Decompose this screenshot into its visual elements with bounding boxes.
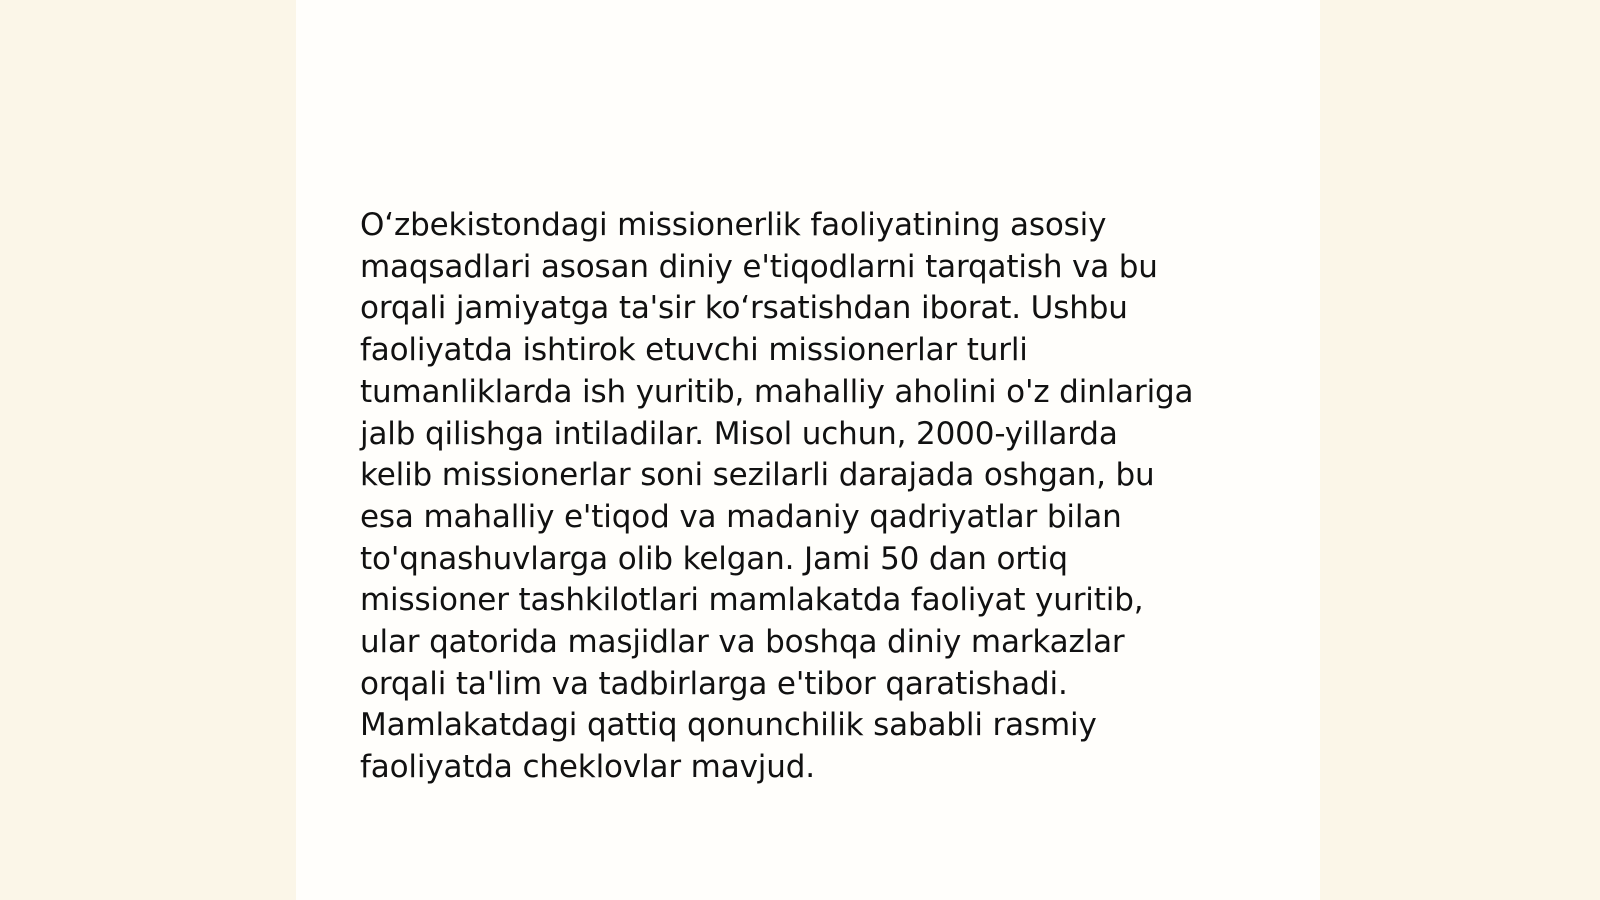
paragraph-line-9: to'qnashuvlarga olib kelgan. Jami 50 dan ortiq	[360, 540, 1068, 577]
paragraph-line-10: missioner tashkilotlari mamlakatda faoliyat yuritib,	[360, 582, 1144, 619]
paragraph-line-14: faoliyatda cheklovlar mavjud.	[360, 749, 815, 786]
paragraph-line-3: orqali jamiyatga ta'sir ko‘rsatishdan iborat. Ushbu	[360, 290, 1128, 327]
left-margin-background	[0, 0, 296, 900]
right-margin-background	[1320, 0, 1600, 900]
paragraph-line-5: tumanliklarda ish yuritib, mahalliy aholini o'z dinlariga	[360, 373, 1194, 410]
paragraph-line-4: faoliyatda ishtirok etuvchi missionerlar turli	[360, 332, 1028, 369]
paragraph-line-8: esa mahalliy e'tiqod va madaniy qadriyatlar bilan	[360, 498, 1122, 535]
paragraph-line-6: jalb qilishga intiladilar. Misol uchun, 2000-yillarda	[360, 415, 1118, 452]
paragraph-line-7: kelib missionerlar soni sezilarli darajada oshgan, bu	[360, 457, 1155, 494]
paragraph-line-2: maqsadlari asosan diniy e'tiqodlarni tarqatish va bu	[360, 248, 1158, 285]
paragraph-line-11: ular qatorida masjidlar va boshqa diniy markazlar	[360, 624, 1125, 661]
paragraph-line-12: orqali ta'lim va tadbirlarga e'tibor qaratishadi.	[360, 665, 1068, 702]
paragraph-line-13: Mamlakatdagi qattiq qonunchilik sababli rasmiy	[360, 707, 1097, 744]
paragraph-line-1: O‘zbekistondagi missionerlik faoliyatining asosiy	[360, 207, 1107, 243]
body-paragraph	[360, 205, 1260, 789]
